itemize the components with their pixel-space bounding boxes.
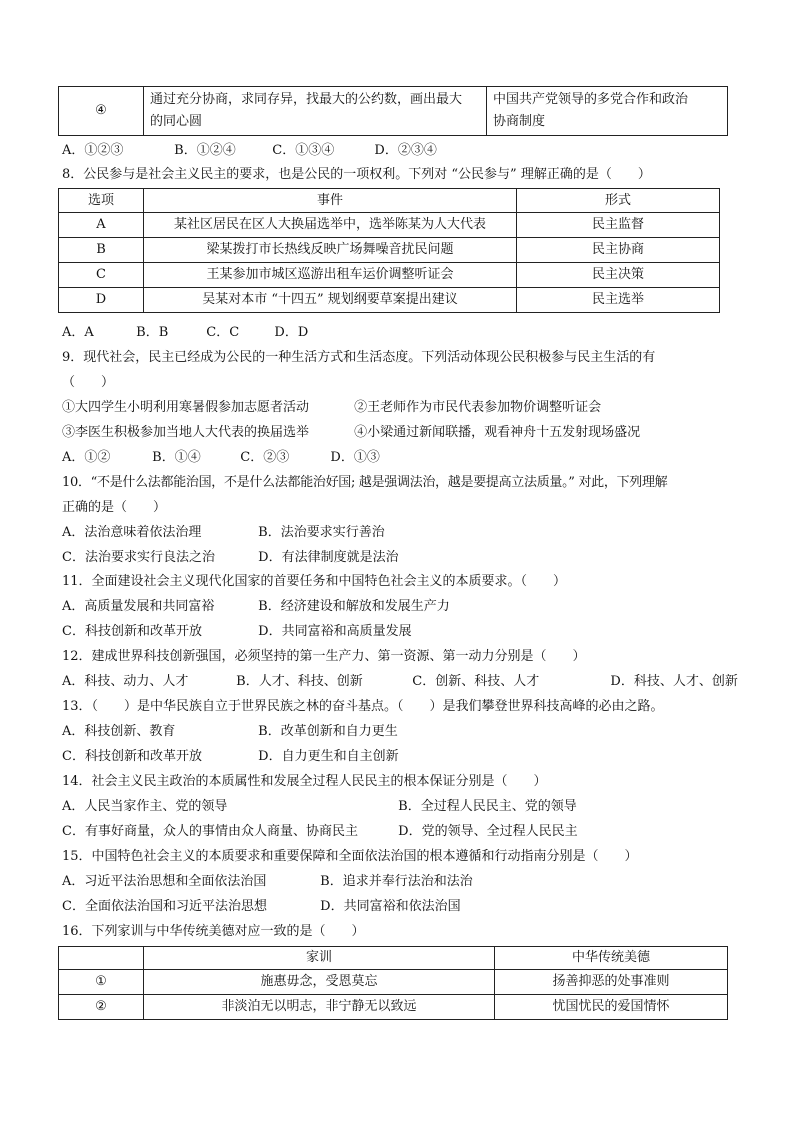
q9-options	[62, 448, 380, 468]
option: A．人民当家作主、党的领导	[62, 799, 228, 814]
table-row	[59, 970, 728, 995]
option: D．共同富裕和高质量发展	[258, 624, 412, 639]
table-header-row	[59, 947, 728, 970]
form-line: 中国共产党领导的多党合作和政治	[493, 92, 689, 107]
q15-options	[62, 872, 473, 892]
option: C．法治要求实行良法之治	[62, 550, 215, 565]
q10-options	[62, 523, 385, 543]
item: ②王老师作为市民代表参加物价调整听证会	[354, 400, 602, 415]
q15-options	[62, 897, 461, 917]
cell: B	[59, 238, 144, 263]
option: A．①②③	[62, 143, 124, 158]
header-cell: 事件	[144, 189, 517, 213]
table-row	[59, 238, 720, 263]
option: D．②③④	[374, 143, 437, 158]
event-line: 通过充分协商，求同存异，找最大的公约数，画出最大	[150, 92, 463, 107]
q8-options	[62, 323, 308, 343]
option: A．A	[62, 325, 94, 340]
option: B．人才、科技、创新	[236, 674, 363, 689]
q11-stem: 11．全面建设社会主义现代化国家的首要任务和中国特色社会主义的本质要求。（ ）	[62, 574, 567, 589]
q10-options	[62, 548, 399, 568]
option: B．B	[136, 325, 169, 340]
cell: ①	[59, 970, 144, 995]
cell: 某社区居民在区人大换届选举中，选举陈某为人大代表	[144, 213, 517, 238]
header-cell: 中华传统美德	[495, 947, 728, 970]
q9-items-row	[62, 398, 601, 418]
q15-stem: 15．中国特色社会主义的本质要求和重要保障和全面依法治国的根本遵循和行动指南分别是（ ）	[62, 849, 638, 864]
option: D．有法律制度就是法治	[258, 550, 399, 565]
cell: 吴某对本市 “十四五” 规划纲要草案提出建议	[144, 288, 517, 313]
q16-stem: 16．下列家训与中华传统美德对应一致的是（ ）	[62, 924, 365, 939]
q12-options	[62, 672, 738, 692]
q16-table	[58, 946, 728, 1020]
header-cell: 选项	[59, 189, 144, 213]
cell: D	[59, 288, 144, 313]
form-line: 协商制度	[493, 114, 546, 129]
q14-options	[62, 797, 577, 817]
table-row	[59, 213, 720, 238]
option: C．①③④	[272, 143, 335, 158]
option: D．科技、人才、创新	[610, 674, 738, 689]
table-row	[59, 995, 728, 1020]
option: A．高质量发展和共同富裕	[62, 599, 215, 614]
q8-stem: 8．公民参与是社会主义民主的要求，也是公民的一项权利。下列对 “公民参与” 理解正确的是（ ）	[62, 167, 651, 182]
q10-stem-cont: 正确的是（ ）	[62, 500, 167, 515]
option: B．经济建设和解放和发展生产力	[258, 599, 450, 614]
event-cell	[144, 87, 487, 136]
option: B．追求并奉行法治和法治	[320, 874, 473, 889]
cell: 非淡泊无以明志，非宁静无以致远	[144, 995, 495, 1020]
row-number: ④	[59, 87, 144, 136]
q11-options	[62, 622, 412, 642]
table-header-row	[59, 189, 720, 213]
cell: A	[59, 213, 144, 238]
q14-stem: 14．社会主义民主政治的本质属性和发展全过程人民民主的根本保证分别是（ ）	[62, 774, 547, 789]
option: D．D	[274, 325, 309, 340]
option: A．法治意味着依法治理	[62, 525, 202, 540]
cell: 忧国忧民的爱国情怀	[495, 995, 728, 1020]
q11-options	[62, 597, 450, 617]
q14-options	[62, 822, 578, 842]
option: C．科技创新和改革开放	[62, 749, 202, 764]
table-row	[59, 263, 720, 288]
table-row	[59, 87, 728, 136]
option: A．习近平法治思想和全面依法治国	[62, 874, 267, 889]
q8-table	[58, 188, 720, 313]
form-cell	[487, 87, 728, 136]
option: C．全面依法治国和习近平法治思想	[62, 899, 267, 914]
item: ③李医生积极参加当地人大代表的换届选举	[62, 425, 310, 440]
option: B．全过程人民民主、党的领导	[398, 799, 577, 814]
top-table	[58, 86, 728, 136]
option: B．①②④	[174, 143, 236, 158]
cell: ②	[59, 995, 144, 1020]
q9-items-row	[62, 423, 640, 443]
cell: 民主监督	[517, 213, 720, 238]
cell: 民主选举	[517, 288, 720, 313]
header-cell	[59, 947, 144, 970]
option: C．有事好商量，众人的事情由众人商量、协商民主	[62, 824, 358, 839]
option: C．C	[206, 325, 240, 340]
cell: 王某参加市城区巡游出租车运价调整听证会	[144, 263, 517, 288]
option: C．科技创新和改革开放	[62, 624, 202, 639]
item: ④小梁通过新闻联播，观看神舟十五发射现场盛况	[354, 425, 641, 440]
header-cell: 形式	[517, 189, 720, 213]
option: C．创新、科技、人才	[412, 674, 540, 689]
option: B．改革创新和自力更生	[258, 724, 398, 739]
event-line: 的同心圆	[150, 114, 203, 129]
table-row	[59, 288, 720, 313]
q12-stem: 12．建成世界科技创新强国，必须坚持的第一生产力、第一资源、第一动力分别是（ ）	[62, 649, 586, 664]
q7-options	[62, 141, 437, 161]
q9-stem: 9．现代社会，民主已经成为公民的一种生活方式和生活态度。下列活动体现公民积极参与民主生活的有	[62, 350, 656, 365]
option: A．科技创新、教育	[62, 724, 176, 739]
option: D．自力更生和自主创新	[258, 749, 399, 764]
header-cell: 家训	[144, 947, 495, 970]
q13-options	[62, 747, 399, 767]
cell: 施惠毋念，受恩莫忘	[144, 970, 495, 995]
option: A．科技、动力、人才	[62, 674, 189, 689]
option: B．①④	[152, 450, 201, 465]
q9-stem-cont: （ ）	[62, 375, 115, 390]
q13-options	[62, 722, 398, 742]
option: D．共同富裕和依法治国	[320, 899, 461, 914]
cell: 扬善抑恶的处事准则	[495, 970, 728, 995]
item: ①大四学生小明利用寒暑假参加志愿者活动	[62, 400, 310, 415]
option: D．党的领导、全过程人民民主	[398, 824, 578, 839]
cell: 梁某拨打市长热线反映广场舞噪音扰民问题	[144, 238, 517, 263]
cell: 民主决策	[517, 263, 720, 288]
option: D．①③	[330, 450, 380, 465]
option: A．①②	[62, 450, 111, 465]
q13-stem: 13．（ ）是中华民族自立于世界民族之林的奋斗基点。（ ）是我们攀登世界科技高峰的必由之路。	[62, 699, 664, 714]
q10-stem: 10．“不是什么法都能治国，不是什么法都能治好国; 越是强调法治，越是要提高立法质量。” 对此，下列理解	[62, 475, 668, 490]
cell: 民主协商	[517, 238, 720, 263]
option: B．法治要求实行善治	[258, 525, 385, 540]
option: C．②③	[240, 450, 290, 465]
cell: C	[59, 263, 144, 288]
